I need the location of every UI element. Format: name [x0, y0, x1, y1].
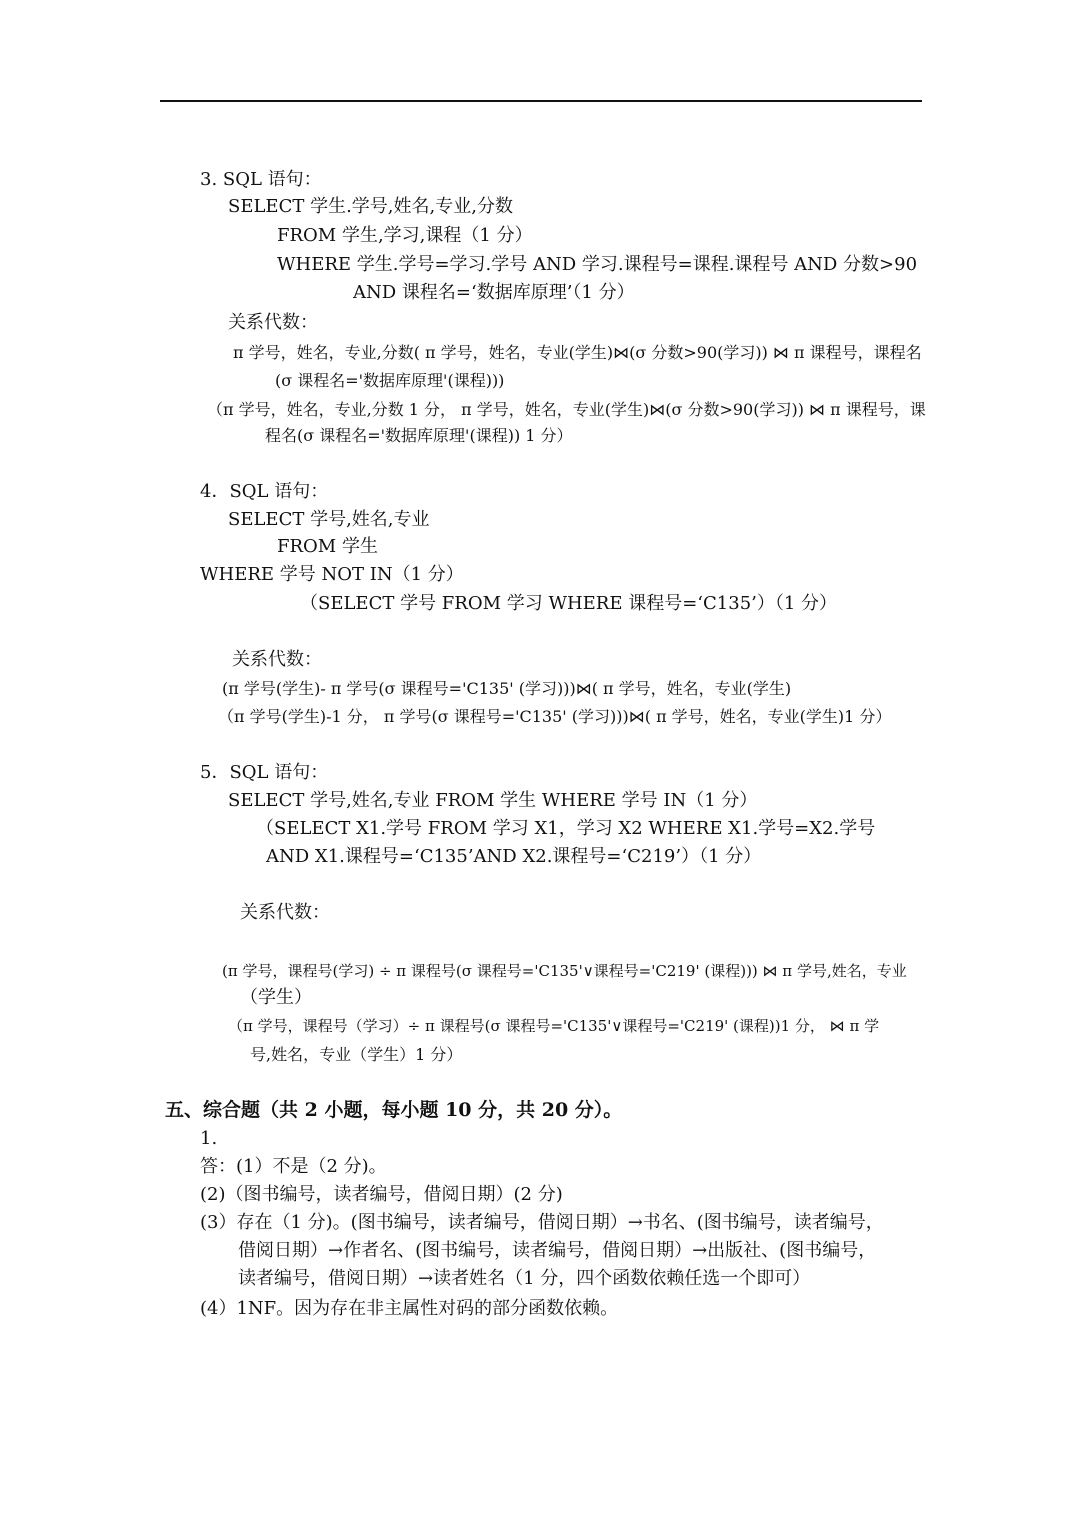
q4-sql-where: WHERE 学号 NOT IN（1 分） [200, 564, 464, 585]
q4-ra-line-2: （π 学号(学生)-1 分， π 学号(σ 课程号='C135' (学习)))⋈( π 学号，姓名，专业(学生)1 分） [218, 707, 892, 726]
q5-ra-line-3: （π 学号，课程号（学习）÷ π 课程号(σ 课程号='C135'∨课程号='C219' (课程))1 分， ⋈ π 学 [228, 1017, 880, 1035]
q3-ra-line-3: （π 学号，姓名，专业,分数 1 分， π 学号，姓名，专业(学生)⋈(σ 分数>90(学习)) ⋈ π 课程号，课 [207, 400, 926, 419]
answer-line-5: 读者编号，借阅日期）→读者姓名（1 分，四个函数依赖任选一个即可） [238, 1268, 811, 1289]
q3-sql-from: FROM 学生,学习,课程（1 分） [277, 225, 533, 246]
q5-label: 5．SQL 语句： [200, 762, 329, 783]
q3-ra-label: 关系代数： [228, 312, 318, 333]
q5-sql-and: AND X1.课程号=‘C135’AND X2.课程号=‘C219’）（1 分） [266, 846, 762, 867]
q3-sql-and: AND 课程名=‘数据库原理’（1 分） [353, 282, 635, 303]
q3-sql-select: SELECT 学生.学号,姓名,专业,分数 [228, 196, 513, 217]
q5-sql-subquery: （SELECT X1.学号 FROM 学习 X1，学习 X2 WHERE X1.学号=X2.学号 [256, 818, 876, 839]
q4-label: 4．SQL 语句： [200, 481, 329, 502]
item-number: 1. [200, 1128, 218, 1149]
q4-sql-from: FROM 学生 [277, 536, 378, 557]
answer-line-1: 答：(1）不是（2 分)。 [200, 1156, 387, 1177]
q5-ra-label: 关系代数： [240, 902, 330, 923]
q3-label: 3. SQL 语句： [200, 169, 322, 190]
q4-sql-subquery: （SELECT 学号 FROM 学习 WHERE 课程号=‘C135’）（1 分） [300, 593, 838, 614]
q3-sql-where: WHERE 学生.学号=学习.学号 AND 学习.课程号=课程.课程号 AND 分数>90 [277, 254, 918, 275]
section-heading: 五、综合题（共 2 小题，每小题 10 分，共 20 分）。 [165, 1099, 623, 1121]
answer-line-2: (2)（图书编号，读者编号，借阅日期）(2 分) [200, 1184, 563, 1205]
q5-ra-line-4: 号,姓名，专业（学生）1 分） [250, 1045, 463, 1064]
q4-sql-select: SELECT 学号,姓名,专业 [228, 509, 430, 530]
q5-sql-select: SELECT 学号,姓名,专业 FROM 学生 WHERE 学号 IN（1 分） [228, 790, 758, 811]
q4-ra-label: 关系代数： [232, 649, 322, 670]
answer-line-6: (4）1NF。因为存在非主属性对码的部分函数依赖。 [200, 1298, 619, 1319]
answer-line-4: 借阅日期）→作者名、(图书编号，读者编号，借阅日期）→出版社、(图书编号， [238, 1240, 877, 1261]
answer-line-3: (3）存在（1 分)。(图书编号，读者编号，借阅日期）→书名、(图书编号，读者编号， [200, 1212, 884, 1233]
q5-ra-line-1: (π 学号，课程号(学习) ÷ π 课程号(σ 课程号='C135'∨课程号='C219' (课程))) ⋈ π 学号,姓名，专业 [222, 962, 907, 980]
q3-ra-line-4: 程名(σ 课程名='数据库原理'(课程)) 1 分） [265, 426, 573, 445]
q3-ra-line-2: (σ 课程名='数据库原理'(课程))) [275, 371, 505, 390]
q5-ra-line-2: （学生） [240, 987, 312, 1008]
q4-ra-line-1: (π 学号(学生)- π 学号(σ 课程号='C135' (学习)))⋈( π 学号，姓名，专业(学生) [222, 679, 792, 698]
header-rule [160, 100, 922, 102]
q3-ra-line-1: π 学号，姓名，专业,分数( π 学号，姓名，专业(学生)⋈(σ 分数>90(学习)) ⋈ π 课程号，课程名 [233, 343, 922, 362]
